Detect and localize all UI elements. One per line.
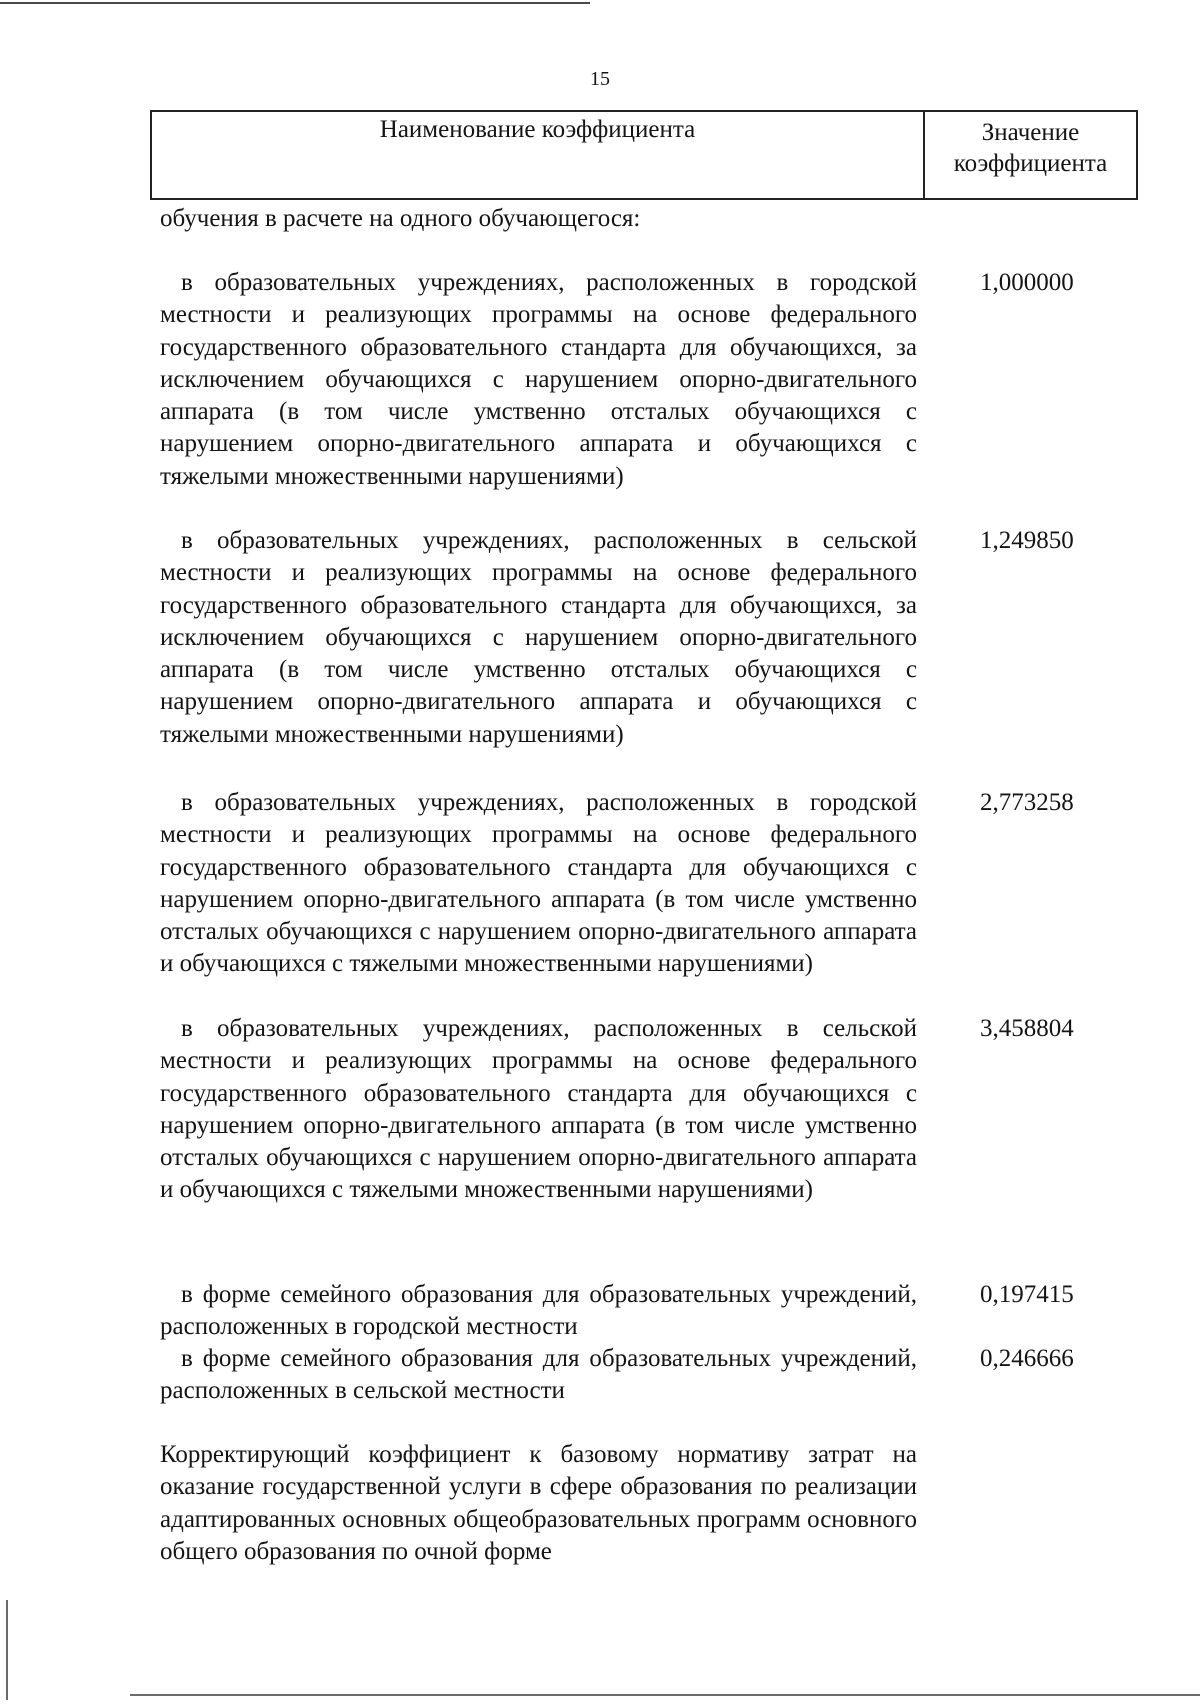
row-text-family-rural: в форме семейного образования для образовательных учреждений, расположенных в сельской местности xyxy=(160,1345,917,1405)
row-text-family-urban: в форме семейного образования для образовательных учреждений, расположенных в городской местности xyxy=(160,1281,917,1341)
closing-paragraph: Корректирующий коэффициент к базовому нормативу затрат на оказание государственной услуги в сфере образования по реализации адаптированных основных общеобразовательных программ основного общего образования по очной форме xyxy=(160,1441,917,1565)
row-text-urban-general: в образовательных учреждениях, расположенных в городской местности и реализующих программы на основе федерального государственного образовательного стандарта для обучающихся, за исключением обучающихся с нарушением опорно-двигательного аппарата (в том числе умственно отсталых обучающихся с нарушением опорно-двигательного аппарата и обучающихся с тяжелыми множественными нарушениями) xyxy=(160,269,917,490)
row-text-rural-general: в образовательных учреждениях, расположенных в сельской местности и реализующих программы на основе федерального государственного образовательного стандарта для обучающихся, за исключением обучающихся с нарушением опорно-двигательного аппарата (в том числе умственно отсталых обучающихся с нарушением опорно-двигательного аппарата и обучающихся с тяжелыми множественными нарушениями) xyxy=(160,527,917,748)
row-text-urban-musculoskeletal: в образовательных учреждениях, расположенных в городской местности и реализующих программы на основе федерального государственного образовательного стандарта для обучающихся с нарушением опорно-двигательного аппарата (в том числе умственно отсталых обучающихся с нарушением опорно-двигательного аппарата и обучающихся с тяжелыми множественными нарушениями) xyxy=(160,789,917,978)
column-header-value xyxy=(925,112,1136,198)
row-value-rural-musculoskeletal: 3,458804 xyxy=(980,1015,1074,1042)
scan-edge-top xyxy=(0,2,590,4)
scan-edge-left xyxy=(6,1600,8,1700)
scan-edge-bottom xyxy=(130,1694,1200,1696)
intro-text: обучения в расчете на одного обучающегося: xyxy=(160,205,641,232)
column-header-name: Наименование коэффициента xyxy=(152,112,925,198)
row-value-urban-musculoskeletal: 2,773258 xyxy=(980,789,1074,816)
row-text-rural-musculoskeletal: в образовательных учреждениях, расположенных в сельской местности и реализующих программы на основе федерального государственного образовательного стандарта для обучающихся с нарушением опорно-двигательного аппарата (в том числе умственно отсталых обучающихся с нарушением опорно-двигательного аппарата и обучающихся с тяжелыми множественными нарушениями) xyxy=(160,1015,917,1204)
coefficient-table-header xyxy=(150,110,1138,200)
page-number: 15 xyxy=(590,68,610,90)
column-header-value-line1: Значение xyxy=(981,119,1080,146)
column-header-value-line2: коэффициента xyxy=(953,150,1108,177)
row-value-family-rural: 0,246666 xyxy=(980,1345,1074,1372)
row-value-family-urban: 0,197415 xyxy=(980,1281,1074,1308)
row-value-urban-general: 1,000000 xyxy=(980,269,1074,296)
row-value-rural-general: 1,249850 xyxy=(980,527,1074,554)
